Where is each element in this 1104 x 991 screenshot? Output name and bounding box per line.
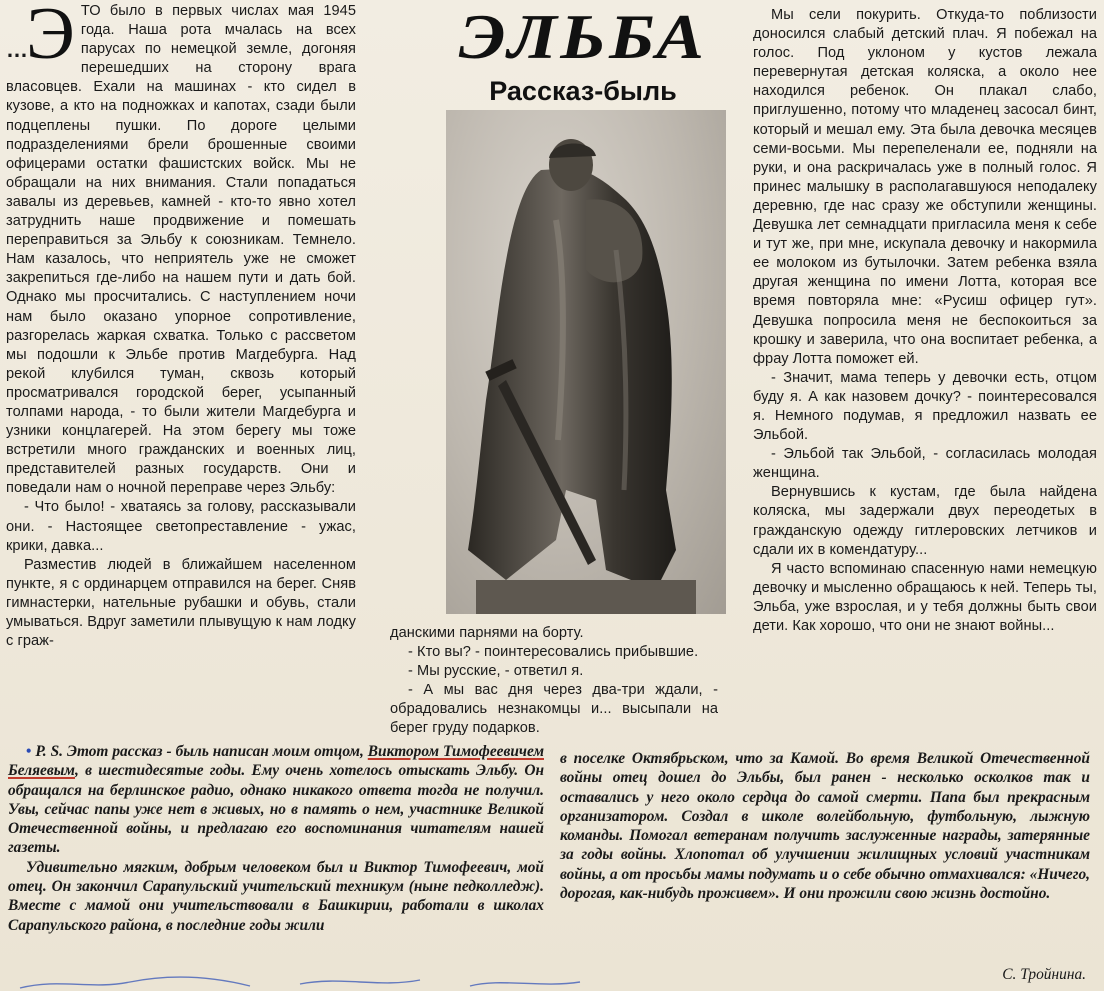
left-paragraph-3: Разместив людей в ближайшем населенном пункте, я с ординарцем отправился на берег. Сняв гимнастерки, нательные рубашки и обувь, стали умываться. Вдруг заметили плывущую к нам лодку с граж- <box>6 556 356 650</box>
article-subtitle: Рассказ-быль <box>489 76 677 106</box>
right-paragraph-2: - Значит, мама теперь у девочки есть, отцом буду я. А как назовем дочку? - поинтересовался я. Немного подумав, я предложил назвать ее Эльбой. <box>753 369 1097 444</box>
postscript-paragraph-3: в поселке Октябрьском, что за Камой. Во время Великой Отечественной войны отец дошел до Эльбы, был ранен - несколько осколков так и оставались у него около сердца до самой смерти. Папа был прекрасным организатором. Создал в школе волейбольную, футбольную, лыжную команды. Помогал ветеранам получить заслуженные награды, затерянные за годы войны. Хлопотал об улучшении жилищных условий участникам войны, а от просьбы мамы подумать и о себе обычно отмахивался: «Ничего, дорогая, как-нибудь проживем». И они прожили свою жизнь достойно. <box>560 750 1090 903</box>
middle-paragraph-3: - Мы русские, - ответил я. <box>408 663 584 680</box>
postscript-left <box>8 742 544 935</box>
right-paragraph-5: Я часто вспоминаю спасенную нами немецкую девочку и мысленно обращаюсь к ней. Теперь ты, Эльба, уже взрослая, и у тебя должны быть свои дети. Как хорошо, что они не знают войны... <box>753 560 1097 634</box>
ps-text-after: , в шестидесятые годы. Ему очень хотелось отыскать Эльбу. Он обращался на берлинское радио, однако никакого ответа тогда не получил. Увы, сейчас папы уже нет в живых, но в память о нем, участнике Великой Отечественной войны, и предлагаю его воспоминания читателям нашей газеты. <box>8 762 544 857</box>
middle-paragraph-4: - А мы вас дня через два-три ждали, - обрадовались незнакомцы и... высыпали на берег груду подарков. <box>390 682 718 737</box>
author-name-underlined: Виктором Тимофеевичем Беляевым <box>8 743 544 780</box>
postscript-right <box>560 749 1090 903</box>
article-title: ЭЛЬБА <box>458 1 708 72</box>
right-paragraph-3: - Эльбой так Эльбой, - согласилась молодая женщина. <box>753 446 1097 482</box>
leading-dots: … <box>6 37 29 62</box>
left-paragraph-1: ТО было в первых числах мая 1945 года. Наша рота мчалась на всех парусах по немецкой земле, догоняя перешедших на сторону врага власовцев. Ехали на машинах - кто сидел в кузове, а кто на подножках и капотах, сзади были подцеплены пушки. По дороге целыми подразделениями брели брошенные своими офицерами остатки фашистских войск. Мы не обращали на них внимания. Стали попадаться завалы из деревьев, камней - кто-то явно хотел затруднить наше продвижение и помешать переправиться за Эльбу к союзникам. Темнело. Нам казалось, что неприятель уже не сможет закрепиться где-либо на нашем пути и дать бой. Однако мы просчитались. С наступлением ночи нам было оказано упорное сопротивление, разгорелась жаркая схватка. Только с рассветом мы подошли к Эльбе против Магдебурга. Над рекой клубился туман, сквозь который просматривался городской берег, усыпанный толпами народа, - то были жители Магдебурга и узники концлагерей. На этом берегу мы тоже встретили много гражданских и военных лиц, представителей разных государств. Они и поведали нам о ночной переправе через Эльбу: <box>6 3 356 497</box>
signature: С. Тройнина. <box>1002 966 1086 983</box>
right-paragraph-1: Мы сели покурить. Откуда-то поблизости доносился слабый детский плач. Я побежал на голос. Под уклоном у кустов лежала перевернутая детская коляска, а около нее находился ребенок. Он плакал слабо, приглушенно, потому что младенец засосал бинт, который и мешал ему. Эта была девочка месяцев семи-восьми. Мы перепеленали ее, подняли на руки, и она раскричалась уже в полный голос. Я принес малышку в располагавшуюся неподалеку деревню, где нас сразу же обступили женщины. Девушка лет семнадцати пригласила меня к себе и тут же, при мне, искупала девочку и накормила ее молоком из бутылочки. Затем ребенка взяла другая женщина по имени Лотта, которая все время повторяла мне: «Русиш офицер гут». Девушка попросила меня не беспокоиться за крошку и заверила, что она воспитает ребенка, а фрау Лотта поможет ей. <box>753 7 1097 367</box>
first-paragraph <box>6 2 356 498</box>
middle-paragraph-1: данскими парнями на борту. <box>390 625 584 641</box>
pen-scribble-icon <box>0 972 700 991</box>
pen-bullet: • <box>26 743 32 760</box>
ps-text-before: P. S. Этот рассказ - быль написан моим отцом, <box>35 743 368 760</box>
postscript-paragraph-1 <box>8 742 544 858</box>
middle-paragraph-2: - Кто вы? - поинтересовались прибывшие. <box>408 644 699 661</box>
right-column <box>753 6 1097 636</box>
drop-cap: Э <box>26 0 75 75</box>
left-paragraph-2: - Что было! - хватаясь за голову, рассказывали они. - Настоящее светопреставление - ужас, крики, давка... <box>6 499 356 554</box>
left-column <box>6 2 356 651</box>
soldier-statue-icon <box>446 110 726 614</box>
right-paragraph-4: Вернувшись к кустам, где была найдена коляска, мы задержали двух переодетых в гражданскую одежду гитлеровских летчиков и сдали их в комендатуру... <box>753 484 1097 558</box>
statue-photo <box>446 110 726 614</box>
postscript-paragraph-2: Удивительно мягким, добрым человеком был и Виктор Тимофеевич, мой отец. Он закончил Сарапульский учительский техникум (ныне педколледж). Вместе с мамой они учительствовали в Башкирии, работали в школах Сарапульского района, в последние годы жили <box>8 858 544 934</box>
middle-column <box>390 624 718 739</box>
